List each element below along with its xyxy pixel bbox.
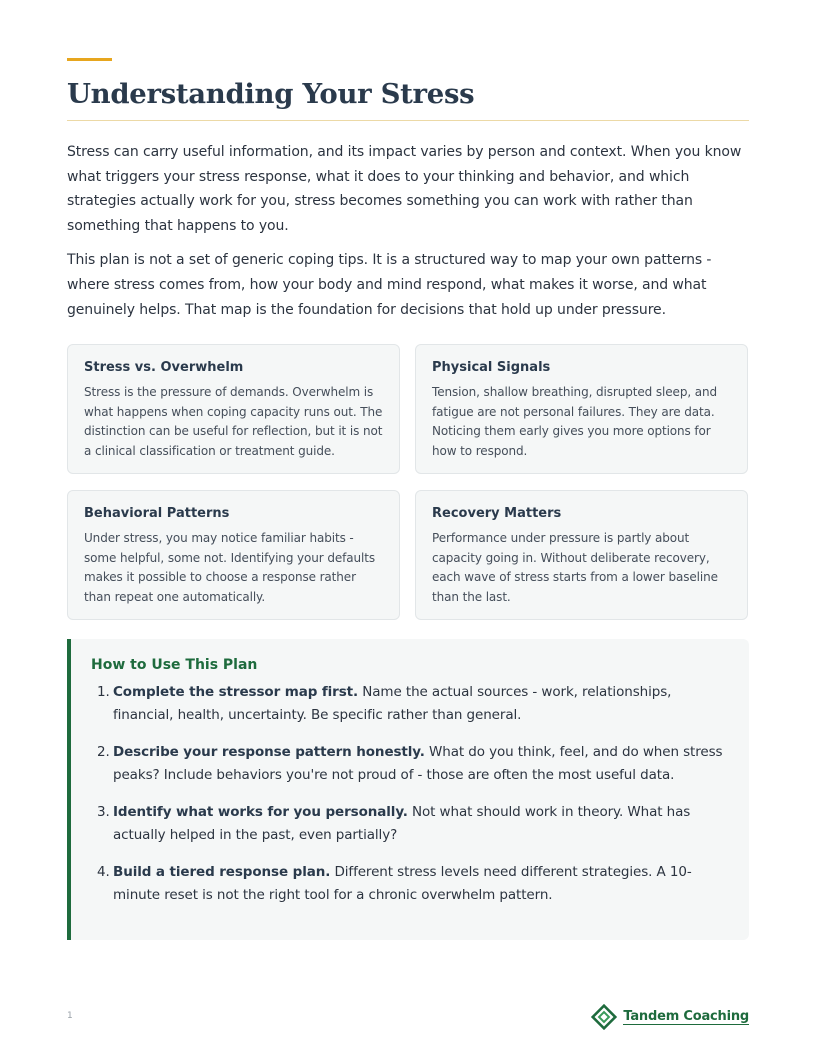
intro-paragraph-1: Stress can carry useful information, and its impact varies by person and context. When you know what triggers your stress response, what it does to your thinking and behavior, and which strategies actually work for you, stress becomes something you can work with rather than something that happens to you. [67,144,742,234]
how-to-steps-list [91,681,729,907]
info-card-stress-vs-overwhelm [67,344,400,474]
title-accent-bar [67,58,112,61]
card-body: Performance under pressure is partly about capacity going in. Without deliberate recovery, each wave of stress starts from a lower baseline than the last. [432,531,718,604]
step-number: 4. [97,864,110,880]
page-number: 1 [67,1011,73,1021]
card-title: Recovery Matters [432,506,562,521]
intro-paragraph-2: This plan is not a set of generic coping tips. It is a structured way to map your own patterns - where stress comes from, how your body and mind respond, what makes it worse, and what genuinely helps. That map is the foundation for decisions that hold up under pressure. [67,252,712,318]
step-lead: Describe your response pattern honestly. [113,744,425,760]
step-number: 2. [97,744,110,760]
step-number: 1. [97,684,110,700]
step-text: Different stress levels need different strategies. A 10-minute reset is not the right tool for a chronic overwhelm pattern. [113,864,692,903]
list-item [91,741,729,787]
step-lead: Identify what works for you personally. [113,804,408,820]
step-lead: Build a tiered response plan. [113,864,331,880]
list-item [91,861,729,907]
title-divider [67,120,749,121]
step-text: Not what should work in theory. What has actually helped in the past, even partially? [113,804,691,843]
step-text: What do you think, feel, and do when stress peaks? Include behaviors you're not proud of - those are often the most useful data. [113,744,723,783]
card-title: Stress vs. Overwhelm [84,360,244,375]
list-item [91,681,729,727]
step-text: Name the actual sources - work, relationships, financial, health, uncertainty. Be specific rather than general. [113,684,672,723]
how-to-use-callout [67,639,749,940]
info-card-recovery-matters [415,490,748,620]
how-to-heading: How to Use This Plan [91,657,258,673]
brand-footer [591,1004,749,1030]
double-diamond-logo-icon [591,1004,617,1030]
list-item [91,801,729,847]
step-number: 3. [97,804,110,820]
card-body: Stress is the pressure of demands. Overwhelm is what happens when coping capacity runs out. The distinction can be useful for reflection, but it is not a clinical classification or treatment guide. [84,385,383,458]
card-title: Physical Signals [432,360,551,375]
card-body: Under stress, you may notice familiar habits - some helpful, some not. Identifying your defaults makes it possible to choose a response rather than repeat one automatically. [84,531,376,604]
info-card-behavioral-patterns [67,490,400,620]
card-body: Tension, shallow breathing, disrupted sleep, and fatigue are not personal failures. They are data. Noticing them early gives you more options for how to respond. [432,385,718,458]
info-card-physical-signals [415,344,748,474]
card-title: Behavioral Patterns [84,506,230,521]
step-lead: Complete the stressor map first. [113,684,359,700]
intro-section [67,140,749,332]
brand-name: Tandem Coaching [623,1009,749,1024]
page-title: Understanding Your Stress [67,78,475,110]
